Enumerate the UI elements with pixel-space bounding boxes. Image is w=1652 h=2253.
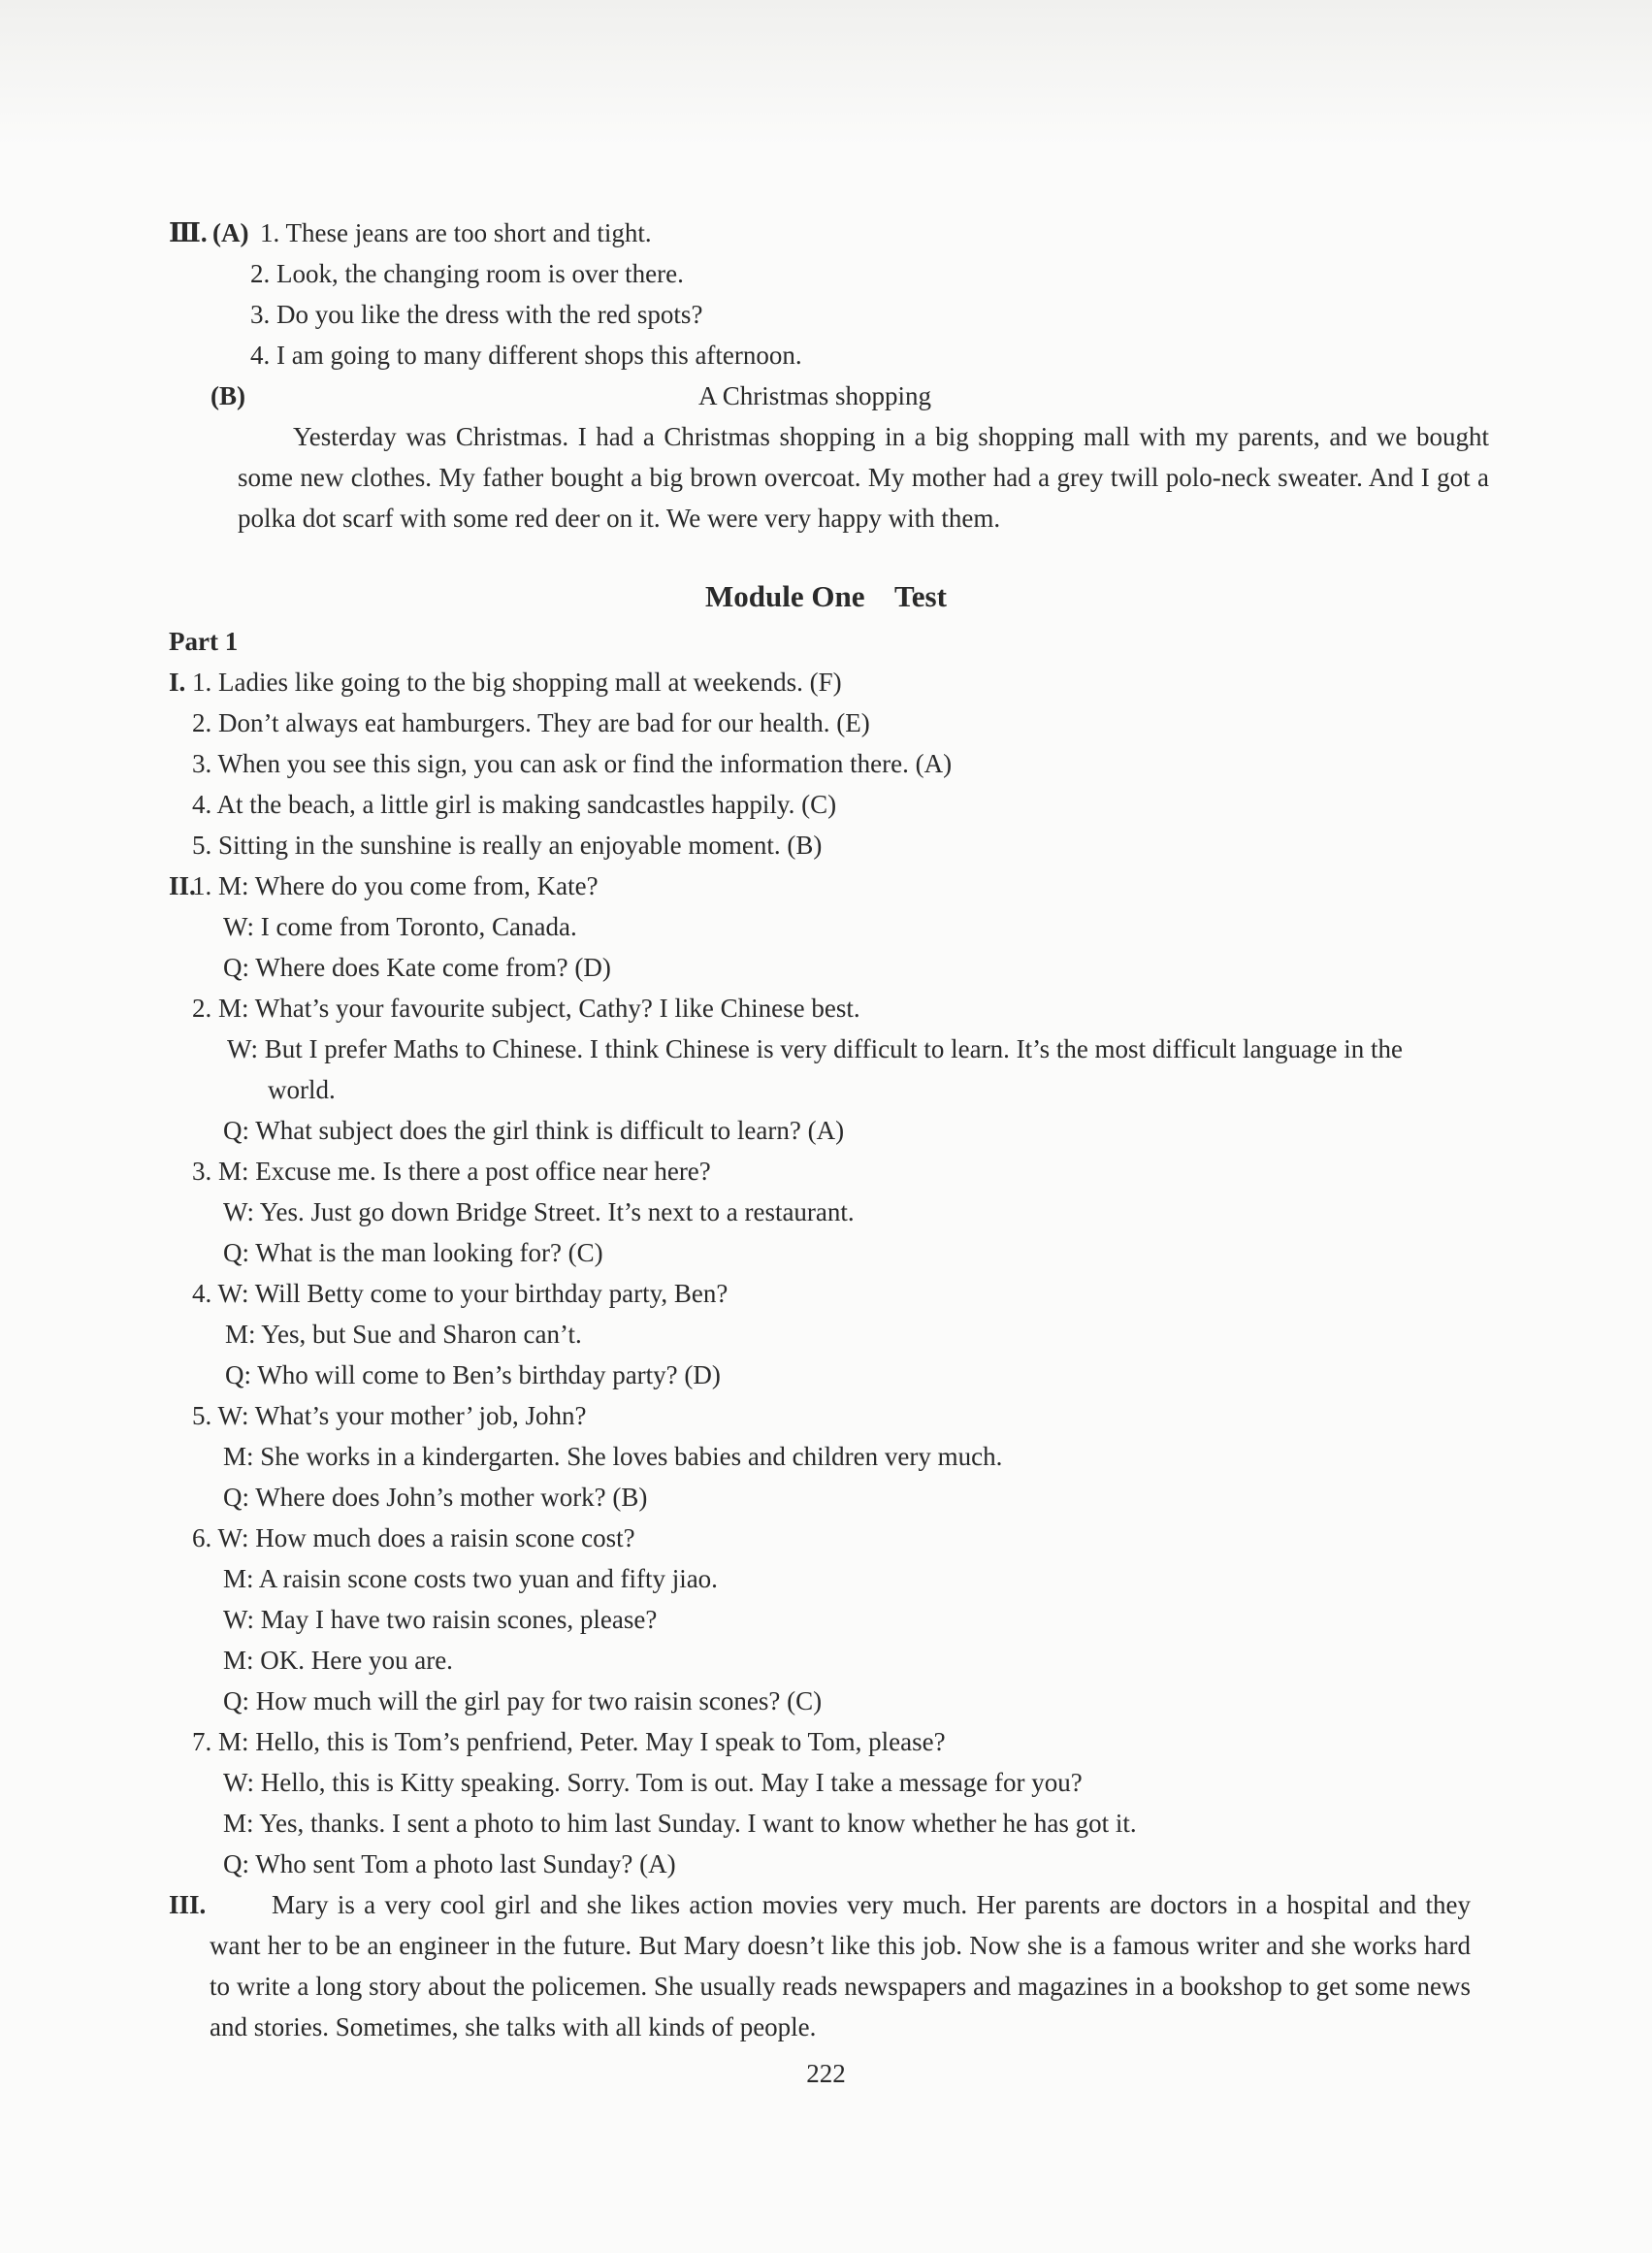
page-title: Module One Test [705,579,947,613]
passage-paragraph: Yesterday was Christmas. I had a Christmas shopping in a big shopping mall with my parents, and we bought some new clothes. My father bought a big brown overcoat. My mother had a grey twill polo-neck sweater. And I got a polka dot scarf with some red deer on it. We were very happy with them. [238,422,1489,533]
dialogue-line: M: A raisin scone costs two yuan and fifty jiao. [223,1564,718,1593]
list-item: 3. When you see this sign, you can ask or find the information there. (A) [192,749,953,778]
passage-paragraph: Mary is a very cool girl and she likes action movies very much. Her parents are doctors in a hospital and they want her to be an engineer in the future. But Mary doesn’t like this job. Now she is a famous writer and she works hard to write a long story about the policemen. She usually reads newspapers and magazines in a bookshop to get some news and stories. Sometimes, she talks with all kinds of people. [210,1890,1471,2041]
test-section-2-label: II. [169,871,196,900]
passage-title: A Christmas shopping [698,381,932,410]
dialogue-line: Q: How much will the girl pay for two raisin scones? (C) [223,1686,823,1715]
list-item: 1. These jeans are too short and tight. [260,218,652,247]
list-item: 2. Look, the changing room is over there. [250,259,684,288]
dialogue-line: M: OK. Here you are. [223,1646,453,1675]
dialogue-line: 5. W: What’s your mother’ job, John? [192,1401,587,1430]
dialogue-line: W: But I prefer Maths to Chinese. I think Chinese is very difficult to learn. It’s the most difficult language in the [227,1034,1403,1063]
test-section-3-label: III. [169,1890,207,1919]
part-label: Part 1 [169,627,239,656]
dialogue-line: 4. W: Will Betty come to your birthday party, Ben? [192,1279,729,1308]
dialogue-line: W: May I have two raisin scones, please? [223,1605,658,1634]
list-item: 4. I am going to many different shops this afternoon. [250,341,802,370]
list-item: 1. Ladies like going to the big shopping mall at weekends. (F) [192,668,842,697]
list-item: 3. Do you like the dress with the red spots? [250,300,703,329]
dialogue-line: 7. M: Hello, this is Tom’s penfriend, Peter. May I speak to Tom, please? [192,1727,946,1756]
page-number: 222 [806,2059,846,2088]
dialogue-line: Q: Who will come to Ben’s birthday party? (D) [225,1360,721,1389]
dialogue-line: Q: What subject does the girl think is difficult to learn? (A) [223,1116,845,1145]
test-section-1-label: I. [169,668,186,697]
dialogue-line: Q: Who sent Tom a photo last Sunday? (A) [223,1849,676,1878]
dialogue-line: M: Yes, but Sue and Sharon can’t. [225,1320,582,1349]
dialogue-line: 3. M: Excuse me. Is there a post office near here? [192,1157,711,1186]
section-3-label: Ⅲ. [169,218,208,247]
dialogue-line: 2. M: What’s your favourite subject, Cathy? I like Chinese best. [192,994,860,1023]
list-item: 5. Sitting in the sunshine is really an enjoyable moment. (B) [192,831,823,860]
dialogue-line: Q: Where does John’s mother work? (B) [223,1483,648,1512]
dialogue-line: M: She works in a kindergarten. She loves babies and children very much. [223,1442,1003,1471]
section-3-a-label: (A) [212,218,249,247]
dialogue-line: world. [268,1075,336,1104]
section-3-b-label: (B) [211,381,245,410]
dialogue-line: Q: Where does Kate come from? (D) [223,953,611,982]
list-item: 2. Don’t always eat hamburgers. They are bad for our health. (E) [192,708,870,737]
list-item: 4. At the beach, a little girl is making sandcastles happily. (C) [192,790,837,819]
dialogue-line: Q: What is the man looking for? (C) [223,1238,603,1267]
dialogue-line: 6. W: How much does a raisin scone cost? [192,1523,635,1552]
dialogue-line: W: Hello, this is Kitty speaking. Sorry. Tom is out. May I take a message for you? [223,1768,1083,1797]
dialogue-line: M: Yes, thanks. I sent a photo to him last Sunday. I want to know whether he has got it. [223,1809,1137,1838]
dialogue-line: W: Yes. Just go down Bridge Street. It’s next to a restaurant. [223,1197,855,1226]
dialogue-line: W: I come from Toronto, Canada. [223,912,577,941]
dialogue-line: 1. M: Where do you come from, Kate? [192,871,599,900]
